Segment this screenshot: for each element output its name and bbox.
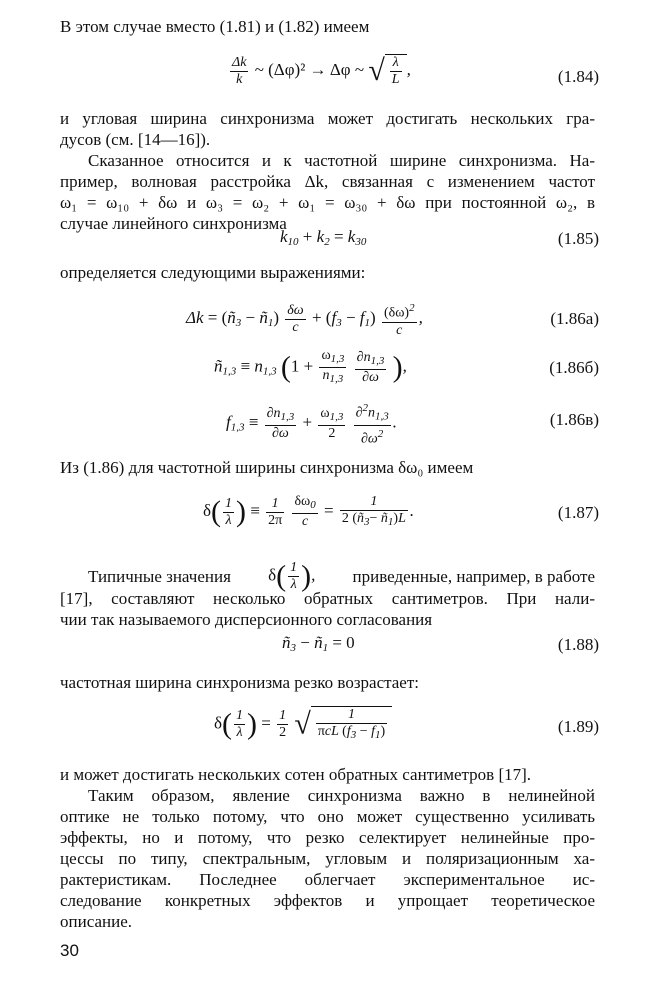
equation-number: (1.86а) bbox=[550, 309, 599, 328]
text-line: чии так называемого дисперсионного согласования bbox=[60, 610, 433, 629]
equation-number: (1.87) bbox=[557, 503, 599, 522]
inline-formula: δ( $\frac{1}{\lambda}$ ), bbox=[268, 559, 316, 593]
equation-1-86b: $ñ_{1,3} \equiv n_{1,3}$ (1 + $\frac{\omega_{1,3}}{n_{1,3}}$ $\frac{\partial n_{1,3}}{\partial\omega}$ ), bbox=[214, 348, 407, 385]
text-line: ω₁ = ω₁₀ + δω и ω₃ = ω₂ + ω₁ = ω₃₀ + δω при постоянной ω₂, в bbox=[60, 193, 595, 212]
text-line: и угловая ширина синхронизма может достигать нескольких гра- bbox=[60, 109, 595, 128]
equation-1-85: $k_{10} + k_2 = k_{30}$ bbox=[280, 227, 367, 248]
text-line: оптике не только потому, что оно может существенно усиливать bbox=[60, 807, 595, 826]
equation-1-86c: $f_{1,3}$ ≡ $\frac{\partial n_{1,3}}{\partial\omega}$ + $\frac{\omega_{1,3}}{2}$ $\frac{\partial^2n_{1,3}}{\partial\omega^2}$ . bbox=[226, 402, 397, 447]
equation-1-87: δ( $\frac{1}{\lambda}$ ) ≡ $\frac{1}{2\pi}$ $\frac{\delta\omega_0}{c}$ = $\frac{1}{2 (ñ_3- ñ_1)L}$ . bbox=[203, 494, 415, 529]
text-line: дусов (см. [14—16]). bbox=[60, 130, 211, 149]
equation-number: (1.88) bbox=[557, 635, 599, 654]
equation-number: (1.85) bbox=[557, 229, 599, 248]
text-line: следование конкретных эффектов и упрощает теоретическое bbox=[60, 891, 595, 910]
equation-1-88: $ñ_3$ − $ñ_1 = 0$ bbox=[282, 633, 355, 654]
text-line: В этом случае вместо (1.81) и (1.82) имеем bbox=[60, 17, 370, 36]
text-fragment: Типичные значения bbox=[88, 566, 231, 586]
text-line: цессы по типу, спектральным, угловым и поляризационным ха- bbox=[60, 849, 595, 868]
equation-1-86a: $\Delta k = (ñ_3$ − $ñ_1$) $\frac{\delta\omega}{c}$ + $(f_3 - f_1)$ $\frac{(\delta\omega)^2}{c}$ , bbox=[186, 302, 423, 338]
text-line: частотная ширина синхронизма резко возрастает: bbox=[60, 673, 420, 692]
text-line: определяется следующими выражениями: bbox=[60, 263, 366, 282]
equation-number: (1.89) bbox=[557, 717, 599, 736]
text-line: и может достигать нескольких сотен обратных сантиметров [17]. bbox=[60, 765, 532, 784]
text-line: Таким образом, явление синхронизма важно в нелинейной bbox=[88, 786, 595, 805]
text-line: эффекты, но и потому, что резко селектирует нелинейные про- bbox=[60, 828, 595, 847]
text-line: Сказанное относится и к частотной ширине синхронизма. На- bbox=[88, 151, 595, 170]
text-line: случае линейного синхронизма bbox=[60, 214, 287, 233]
equation-1-84: $\frac{\Delta k}{k}$ ~ (Δφ)² → Δφ ~ √ $\frac{\lambda}{L}$ , bbox=[232, 54, 411, 87]
equation-number: (1.86в) bbox=[549, 410, 599, 429]
text-line: рактеристикам. Последнее облегчает экспериментальное ис- bbox=[60, 870, 595, 889]
text-fragment: приведенные, например, в работе bbox=[352, 566, 595, 586]
text-line: Из (1.86) для частотной ширины синхронизма δω₀ имеем bbox=[60, 458, 474, 477]
page-number: 30 bbox=[60, 941, 79, 960]
equation-1-89: δ( $\frac{1}{\lambda}$ ) = $\frac{1}{2}$ √ $\frac{1}{\pi cL (f_3 - f_1)}$ bbox=[214, 706, 392, 743]
text-line: [17], составляют несколько обратных сантиметров. При нали- bbox=[60, 589, 595, 608]
equation-number: (1.86б) bbox=[549, 358, 599, 377]
equation-number: (1.84) bbox=[557, 67, 599, 86]
text-line: описание. bbox=[60, 912, 132, 931]
text-line: пример, волновая расстройка Δk, связанная с изменением частот bbox=[60, 172, 595, 191]
